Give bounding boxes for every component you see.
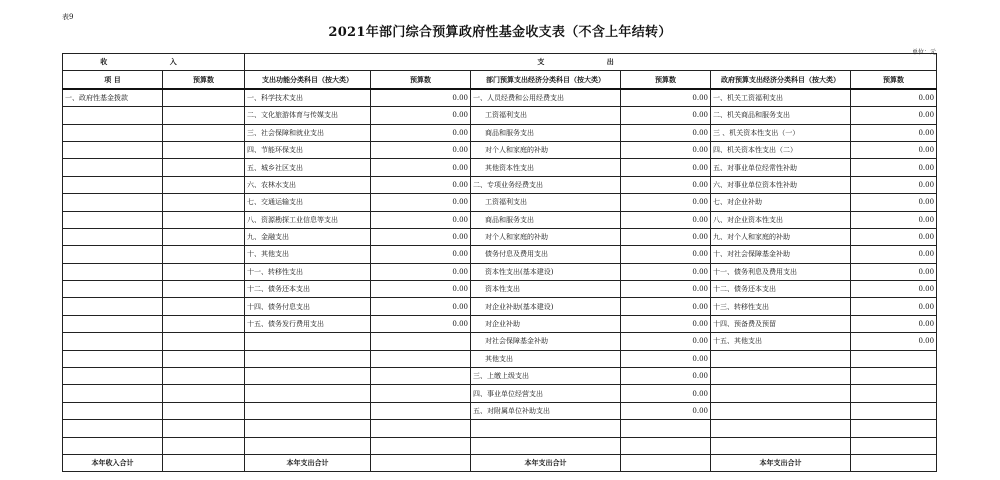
- unit-label: 单位：元: [911, 49, 936, 56]
- table-row: [63, 141, 937, 158]
- func-item: 十二、债务还本支出: [245, 281, 371, 298]
- income-total-label: 本年收入合计: [63, 454, 163, 471]
- table-row: [63, 107, 937, 124]
- func-value: [371, 368, 471, 385]
- table-row: [63, 385, 937, 402]
- dept-econ-item: 二、专项业务经费支出: [471, 176, 621, 193]
- income-value: [163, 107, 245, 124]
- dept-econ-value: 0.00: [621, 211, 711, 228]
- table-row: [63, 159, 937, 176]
- func-value: [371, 420, 471, 437]
- func-item: 一、科学技术支出: [245, 89, 371, 107]
- gov-econ-item: [711, 402, 851, 419]
- income-item: [63, 402, 163, 419]
- dept-econ-value: 0.00: [621, 246, 711, 263]
- expense-section-header: 支 出: [245, 54, 937, 71]
- dept-econ-item: 商品和服务支出: [471, 211, 621, 228]
- income-item: [63, 368, 163, 385]
- table-row: [63, 263, 937, 280]
- dept-econ-item: 对企业补助: [471, 315, 621, 332]
- func-item: [245, 350, 371, 367]
- table-body: [63, 89, 937, 455]
- income-value: [163, 385, 245, 402]
- func-value: 0.00: [371, 159, 471, 176]
- dept-econ-item: 三、上缴上级支出: [471, 368, 621, 385]
- income-item: [63, 176, 163, 193]
- func-item: 五、城乡社区支出: [245, 159, 371, 176]
- dept-econ-item: 对社会保障基金补助: [471, 333, 621, 350]
- table-row: [63, 333, 937, 350]
- dept-econ-value: 0.00: [621, 107, 711, 124]
- col-header-budget: 预算数: [851, 71, 937, 89]
- dept-econ-item: 工资福利支出: [471, 194, 621, 211]
- table-row: [63, 124, 937, 141]
- gov-econ-value: 0.00: [851, 194, 937, 211]
- func-value: 0.00: [371, 228, 471, 245]
- income-item: [63, 385, 163, 402]
- gov-econ-value: 0.00: [851, 211, 937, 228]
- dept-econ-item: 资本性支出: [471, 281, 621, 298]
- income-item: [63, 263, 163, 280]
- income-item: [63, 107, 163, 124]
- func-value: 0.00: [371, 89, 471, 107]
- dept-econ-value: 0.00: [621, 89, 711, 107]
- dept-econ-value: 0.00: [621, 228, 711, 245]
- income-value: [163, 420, 245, 437]
- income-item: [63, 194, 163, 211]
- dept-econ-value: 0.00: [621, 333, 711, 350]
- dept-econ-value: 0.00: [621, 159, 711, 176]
- func-item: 十一、转移性支出: [245, 263, 371, 280]
- dept-econ-item: 一、人员经费和公用经费支出: [471, 89, 621, 107]
- dept-total-label: 本年支出合计: [471, 454, 621, 471]
- col-header-budget: 预算数: [621, 71, 711, 89]
- func-value: 0.00: [371, 194, 471, 211]
- func-value: [371, 402, 471, 419]
- income-total-value: [163, 454, 245, 471]
- income-value: [163, 333, 245, 350]
- func-value: [371, 437, 471, 454]
- dept-econ-item: 对个人和家庭的补助: [471, 141, 621, 158]
- income-value: [163, 402, 245, 419]
- dept-econ-value: [621, 437, 711, 454]
- gov-econ-value: 0.00: [851, 333, 937, 350]
- func-total-label: 本年支出合计: [245, 454, 371, 471]
- income-value: [163, 141, 245, 158]
- income-value: [163, 124, 245, 141]
- income-item: [63, 281, 163, 298]
- income-value: [163, 228, 245, 245]
- func-value: 0.00: [371, 141, 471, 158]
- gov-econ-value: 0.00: [851, 246, 937, 263]
- func-item: 三、社会保障和就业支出: [245, 124, 371, 141]
- gov-econ-item: 十一、债务利息及费用支出: [711, 263, 851, 280]
- income-item: [63, 141, 163, 158]
- func-value: 0.00: [371, 176, 471, 193]
- col-header-item: 项 目: [63, 71, 163, 89]
- dept-econ-value: 0.00: [621, 263, 711, 280]
- gov-econ-value: 0.00: [851, 176, 937, 193]
- income-value: [163, 281, 245, 298]
- table-row: [63, 176, 937, 193]
- income-value: [163, 89, 245, 107]
- table-row: [63, 89, 937, 107]
- table-row: [63, 315, 937, 332]
- dept-econ-value: 0.00: [621, 281, 711, 298]
- dept-econ-value: 0.00: [621, 194, 711, 211]
- income-value: [163, 437, 245, 454]
- func-value: 0.00: [371, 246, 471, 263]
- income-value: [163, 263, 245, 280]
- income-item: [63, 437, 163, 454]
- gov-econ-item: 六、对事业单位资本性补助: [711, 176, 851, 193]
- gov-econ-value: 0.00: [851, 263, 937, 280]
- func-item: 十、其他支出: [245, 246, 371, 263]
- dept-econ-item: 商品和服务支出: [471, 124, 621, 141]
- income-value: [163, 368, 245, 385]
- table-row: [63, 437, 937, 454]
- gov-econ-item: 十、对社会保障基金补助: [711, 246, 851, 263]
- func-value: [371, 333, 471, 350]
- gov-econ-item: 一、机关工资福利支出: [711, 89, 851, 107]
- gov-econ-value: 0.00: [851, 298, 937, 315]
- func-value: 0.00: [371, 315, 471, 332]
- col-header-budget: 预算数: [371, 71, 471, 89]
- func-item: [245, 420, 371, 437]
- gov-econ-value: 0.00: [851, 228, 937, 245]
- total-row: [63, 454, 937, 471]
- income-item: [63, 350, 163, 367]
- gov-econ-item: 十三、转移性支出: [711, 298, 851, 315]
- gov-econ-item: 七、对企业补助: [711, 194, 851, 211]
- gov-total-label: 本年支出合计: [711, 454, 851, 471]
- gov-econ-value: 0.00: [851, 141, 937, 158]
- gov-econ-item: 十五、其他支出: [711, 333, 851, 350]
- dept-econ-value: 0.00: [621, 350, 711, 367]
- dept-econ-value: 0.00: [621, 141, 711, 158]
- func-value: [371, 350, 471, 367]
- gov-total-value: [851, 454, 937, 471]
- income-item: [63, 420, 163, 437]
- gov-econ-item: [711, 420, 851, 437]
- gov-econ-item: 四、机关资本性支出（二）: [711, 141, 851, 158]
- gov-econ-item: 九、对个人和家庭的补助: [711, 228, 851, 245]
- dept-econ-item: 对个人和家庭的补助: [471, 228, 621, 245]
- income-value: [163, 315, 245, 332]
- func-item: [245, 385, 371, 402]
- income-value: [163, 246, 245, 263]
- table-row: [63, 350, 937, 367]
- table-row: [63, 211, 937, 228]
- table-row: [63, 194, 937, 211]
- gov-econ-value: [851, 420, 937, 437]
- income-value: [163, 194, 245, 211]
- table-row: [63, 246, 937, 263]
- func-item: [245, 402, 371, 419]
- gov-econ-item: 八、对企业资本性支出: [711, 211, 851, 228]
- dept-econ-value: 0.00: [621, 298, 711, 315]
- col-header-dept-econ: 部门预算支出经济分类科目（按大类）: [471, 71, 621, 89]
- gov-econ-value: [851, 368, 937, 385]
- dept-econ-item: [471, 420, 621, 437]
- income-section-header: 收 入: [63, 54, 245, 71]
- func-item: 七、交通运输支出: [245, 194, 371, 211]
- func-value: [371, 385, 471, 402]
- gov-econ-item: [711, 350, 851, 367]
- func-value: 0.00: [371, 211, 471, 228]
- col-header-gov-econ: 政府预算支出经济分类科目（按大类）: [711, 71, 851, 89]
- dept-econ-value: 0.00: [621, 176, 711, 193]
- func-value: 0.00: [371, 107, 471, 124]
- gov-econ-value: 0.00: [851, 281, 937, 298]
- table-row: [63, 402, 937, 419]
- dept-econ-value: 0.00: [621, 385, 711, 402]
- dept-econ-value: 0.00: [621, 315, 711, 332]
- table-row: [63, 298, 937, 315]
- gov-econ-value: 0.00: [851, 315, 937, 332]
- gov-econ-value: 0.00: [851, 89, 937, 107]
- col-header-budget: 预算数: [163, 71, 245, 89]
- dept-econ-item: 对企业补助(基本建设): [471, 298, 621, 315]
- func-value: 0.00: [371, 124, 471, 141]
- dept-econ-value: 0.00: [621, 368, 711, 385]
- income-item: [63, 159, 163, 176]
- gov-econ-item: 十二、债务还本支出: [711, 281, 851, 298]
- budget-table: [62, 53, 937, 472]
- col-header-func: 支出功能分类科目（按大类）: [245, 71, 371, 89]
- func-value: 0.00: [371, 298, 471, 315]
- income-value: [163, 176, 245, 193]
- gov-econ-item: [711, 368, 851, 385]
- func-item: 十五、债务发行费用支出: [245, 315, 371, 332]
- func-item: 九、金融支出: [245, 228, 371, 245]
- dept-econ-value: [621, 420, 711, 437]
- income-value: [163, 211, 245, 228]
- gov-econ-value: [851, 385, 937, 402]
- func-value: 0.00: [371, 281, 471, 298]
- income-item: [63, 211, 163, 228]
- gov-econ-item: 十四、预备费及预留: [711, 315, 851, 332]
- income-item: 一、政府性基金拨款: [63, 89, 163, 107]
- func-item: 二、文化旅游体育与传媒支出: [245, 107, 371, 124]
- table-row: [63, 368, 937, 385]
- func-item: 六、农林水支出: [245, 176, 371, 193]
- dept-econ-value: 0.00: [621, 402, 711, 419]
- income-item: [63, 124, 163, 141]
- income-item: [63, 246, 163, 263]
- income-value: [163, 298, 245, 315]
- gov-econ-item: [711, 385, 851, 402]
- func-item: [245, 333, 371, 350]
- income-value: [163, 159, 245, 176]
- dept-econ-item: 工资福利支出: [471, 107, 621, 124]
- dept-econ-value: 0.00: [621, 124, 711, 141]
- table-number: 表9: [62, 13, 74, 21]
- income-item: [63, 333, 163, 350]
- dept-econ-item: 资本性支出(基本建设): [471, 263, 621, 280]
- table-row: [63, 228, 937, 245]
- func-item: 四、节能环保支出: [245, 141, 371, 158]
- dept-econ-item: 五、对附属单位补助支出: [471, 402, 621, 419]
- header-row-columns: [63, 71, 937, 89]
- header-row-sections: [63, 54, 937, 71]
- dept-econ-item: 其他支出: [471, 350, 621, 367]
- dept-econ-item: 四、事业单位经营支出: [471, 385, 621, 402]
- func-item: [245, 437, 371, 454]
- gov-econ-item: 三 、机关资本性支出（一）: [711, 124, 851, 141]
- income-item: [63, 298, 163, 315]
- page-title: 2021年部门综合预算政府性基金收支表（不含上年结转）: [328, 25, 672, 40]
- dept-total-value: [621, 454, 711, 471]
- func-item: [245, 368, 371, 385]
- dept-econ-item: 债务付息及费用支出: [471, 246, 621, 263]
- func-total-value: [371, 454, 471, 471]
- gov-econ-value: [851, 437, 937, 454]
- gov-econ-value: 0.00: [851, 107, 937, 124]
- dept-econ-item: [471, 437, 621, 454]
- gov-econ-item: 五、对事业单位经常性补助: [711, 159, 851, 176]
- gov-econ-item: [711, 437, 851, 454]
- func-item: 八、资源勘探工业信息等支出: [245, 211, 371, 228]
- table-row: [63, 281, 937, 298]
- table-row: [63, 420, 937, 437]
- gov-econ-value: 0.00: [851, 124, 937, 141]
- gov-econ-value: 0.00: [851, 159, 937, 176]
- func-item: 十四、债务付息支出: [245, 298, 371, 315]
- dept-econ-item: 其他资本性支出: [471, 159, 621, 176]
- func-value: 0.00: [371, 263, 471, 280]
- gov-econ-item: 二、机关商品和服务支出: [711, 107, 851, 124]
- income-value: [163, 350, 245, 367]
- income-item: [63, 228, 163, 245]
- income-item: [63, 315, 163, 332]
- gov-econ-value: [851, 350, 937, 367]
- gov-econ-value: [851, 402, 937, 419]
